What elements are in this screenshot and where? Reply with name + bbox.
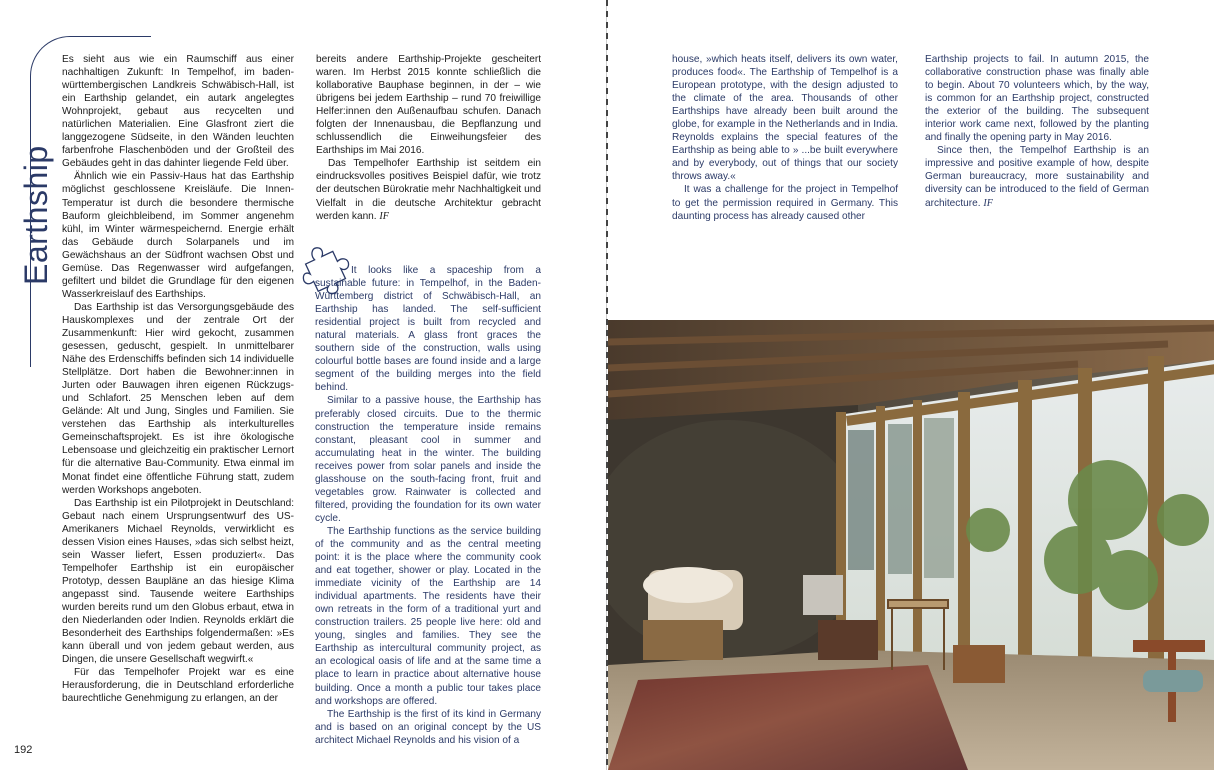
english-paragraph: Earthship projects to fail. In autumn 2015, the collaborative construction phase was finally able to begin. About 70 volunteers which, by the way, is common for an Earthship project, constructed the exterior of the building. The subsequent interior work came next, followed by the planting and finally the opening party in May 2016.: [925, 54, 1149, 144]
english-paragraph: Similar to a passive house, the Earthship has preferably closed circuits. Due to the thermic construction the temperature inside remains constant, pleasant cool in summer and accumulating heat in the winter. The building receives power from solar panels and inside the glasshouse on the south-facing front, fruit and vegetables grow. Rainwater is collected and filtered, providing the foundation for its own water cycle.: [315, 395, 541, 524]
german-paragraph: Ähnlich wie ein Passiv-Haus hat das Earthship möglichst geschlossene Kreisläufe. Die Innen-Temperatur ist durch die besondere thermische Bauform gleichbleibend, im Sommer angenehm kühl, im Winter wärmespeichernd. Energie erhält das Gebäude durch Solarpanels und im Gewächshaus an der Südfront wachsen Obst und Gemüse. Das Regenwasser wird aufgefangen, gefiltert und bildet die Grundlage für den eigenen Wasserkreislauf des Earthships.: [62, 171, 294, 300]
english-paragraph: house, »which heats itself, delivers its own water, produces food«. The Earthship of Tempelhof is a European prototype, with the design adjusted to the climate of the area. Thousands of other Earthships have already been built around the globe, for example in the Netherlands and in India. Reynolds explains the special features of the Earthship as being able to » ...be built everywhere and by everybody, out of things that our society throws away.«: [672, 54, 898, 183]
german-paragraph: Das Earthship ist das Versorgungsgebäude des Hauskomplexes und der zentrale Ort der Zusammenkunft: Hier wird gekocht, zusammen gesessen, geduscht, gespielt. In unmittelbarer Nähe des Erdenschiffs befinden sich 14 individuelle Stellplätze. Dort haben die Bewohner:innen in Jurten oder Bauwagen ihren eigenen Rückzugs- und Schlafort. 25 Menschen leben auf dem Gelände: Alt und Jung, Singles und Familien. Sie verstehen das Earthship als interkulturelles Gemeinschaftsprojekt. Es ist ihre ökologische Lebensoase und gleichzeitig ein praktischer Lernort für die alternative Bau-Community. Etwa einmal im Monat findet eine öffentliche Führung statt, zudem werden Workshops angeboten.: [62, 301, 294, 496]
english-column-1: [315, 264, 541, 747]
section-title: Earthship: [18, 145, 54, 285]
german-paragraph: bereits andere Earthship-Projekte gescheitert waren. Im Herbst 2015 konnte schließlich die kollaborative Bauphase beginnen, in der – wie übrigens bei jedem Earthship – rund 70 freiwillige Helfer:innen den Außenaufbau schufen. Danach folgten der Innenausbau, die Bepflanzung und schlussendlich die Einweihungsfeier des Earthships im Mai 2016.: [316, 54, 541, 157]
earthship-interior-photo: [608, 320, 1214, 770]
page-number: 192: [14, 744, 33, 756]
photo-illustration: [608, 320, 1214, 770]
english-column-2: [672, 53, 898, 223]
english-signature: IF: [983, 197, 993, 209]
german-paragraph: Das Earthship ist ein Pilotprojekt in Deutschland: Gebaut nach einem Ursprungsentwurf des US-Amerikaners Michael Reynolds, verwirklicht es dessen Vision eines Hauses, »das sich selbst heizt, sein Wasser liefert, Essen produziert«. Das Tempelhofer Earthship ist ein europäischer Prototyp, dessen Baupläne an das hiesige Klima angepasst sind. Tausende weitere Earthships wurden bereits rund um den Globus erbaut, etwa in den Niederlanden oder Indien. Reynolds erklärt die Besonderheit des Earthships folgendermaßen: »Es kann überall und von jedem gebaut werden, aus Dingen, die unsere Gesellschaft wegwirft.«: [62, 497, 294, 666]
english-column-3: [925, 53, 1149, 210]
german-column-1: [62, 53, 294, 705]
english-paragraph: [925, 144, 1149, 209]
english-paragraph: It was a challenge for the project in Tempelhof to get the permission required in Germany. This daunting process has already caused other: [672, 184, 898, 222]
german-column-2: [316, 53, 541, 223]
german-paragraph: [316, 157, 541, 222]
english-paragraph: The Earthship is the first of its kind in Germany and is based on an original concept by the US architect Michael Reynolds and his vision of a: [315, 708, 541, 746]
german-signature: IF: [379, 210, 389, 222]
english-paragraph: It looks like a spaceship from a sustainable future: in Tempelhof, in the Baden-Württemberg district of Schwäbisch-Hall, an Earthship has landed. The self-sufficient residential project is built from recycled and natural materials. A glass front graces the southern side of the construction, walls using colourful bottle bases are found inside and a large segment of the building merges into the field behind.: [315, 265, 541, 394]
german-paragraph-text: Das Tempelhofer Earthship ist seitdem ein eindrucksvolles positives Beispiel dafür, wie trotz der deutschen Bürokratie mehr Nachhaltigkeit und Vielfalt in die deutsche Architektur gebracht werden kann.: [316, 158, 541, 222]
german-paragraph: Für das Tempelhofer Projekt war es eine Herausforderung, die in Deutschland erforderliche baurechtliche Genehmigung zu erlangen, an der: [62, 667, 294, 705]
english-paragraph-text: Since then, the Tempelhof Earthship is an impressive and positive example of how, despite German bureaucracy, more sustainability and diversity can be introduced to the field of German architecture.: [925, 145, 1149, 209]
german-paragraph: Es sieht aus wie ein Raumschiff aus einer nachhaltigen Zukunft: In Tempelhof, im baden-württembergischen Landkreis Schwäbisch-Hall, ist ein Earthship gelandet, ein autark angelegtes Wohnprojekt, gebaut aus recycelten und natürlichen Materialien. Eine Glasfront ziert die langgezogene Südseite, in den Wänden leuchten farbenfrohe Flaschenböden und der Großteil des Gebäudes geht in das dahinter liegende Feld über.: [62, 54, 294, 170]
english-paragraph: The Earthship functions as the service building of the community and as the central meeting point: it is the place where the community cook and eat together, shower or play. Located in the immediate vicinity of the Earthship are 14 individual apartments. The residents have their own retreats in the form of a traditional yurt and construction trailers. 25 people live here: old and young, singles and families. They see the Earthship as intercultural community project, as an ecological oasis of life and at the same time a place to learn in practice about alternative house building. Once a month a public tour takes place and workshops are offered.: [315, 525, 541, 707]
